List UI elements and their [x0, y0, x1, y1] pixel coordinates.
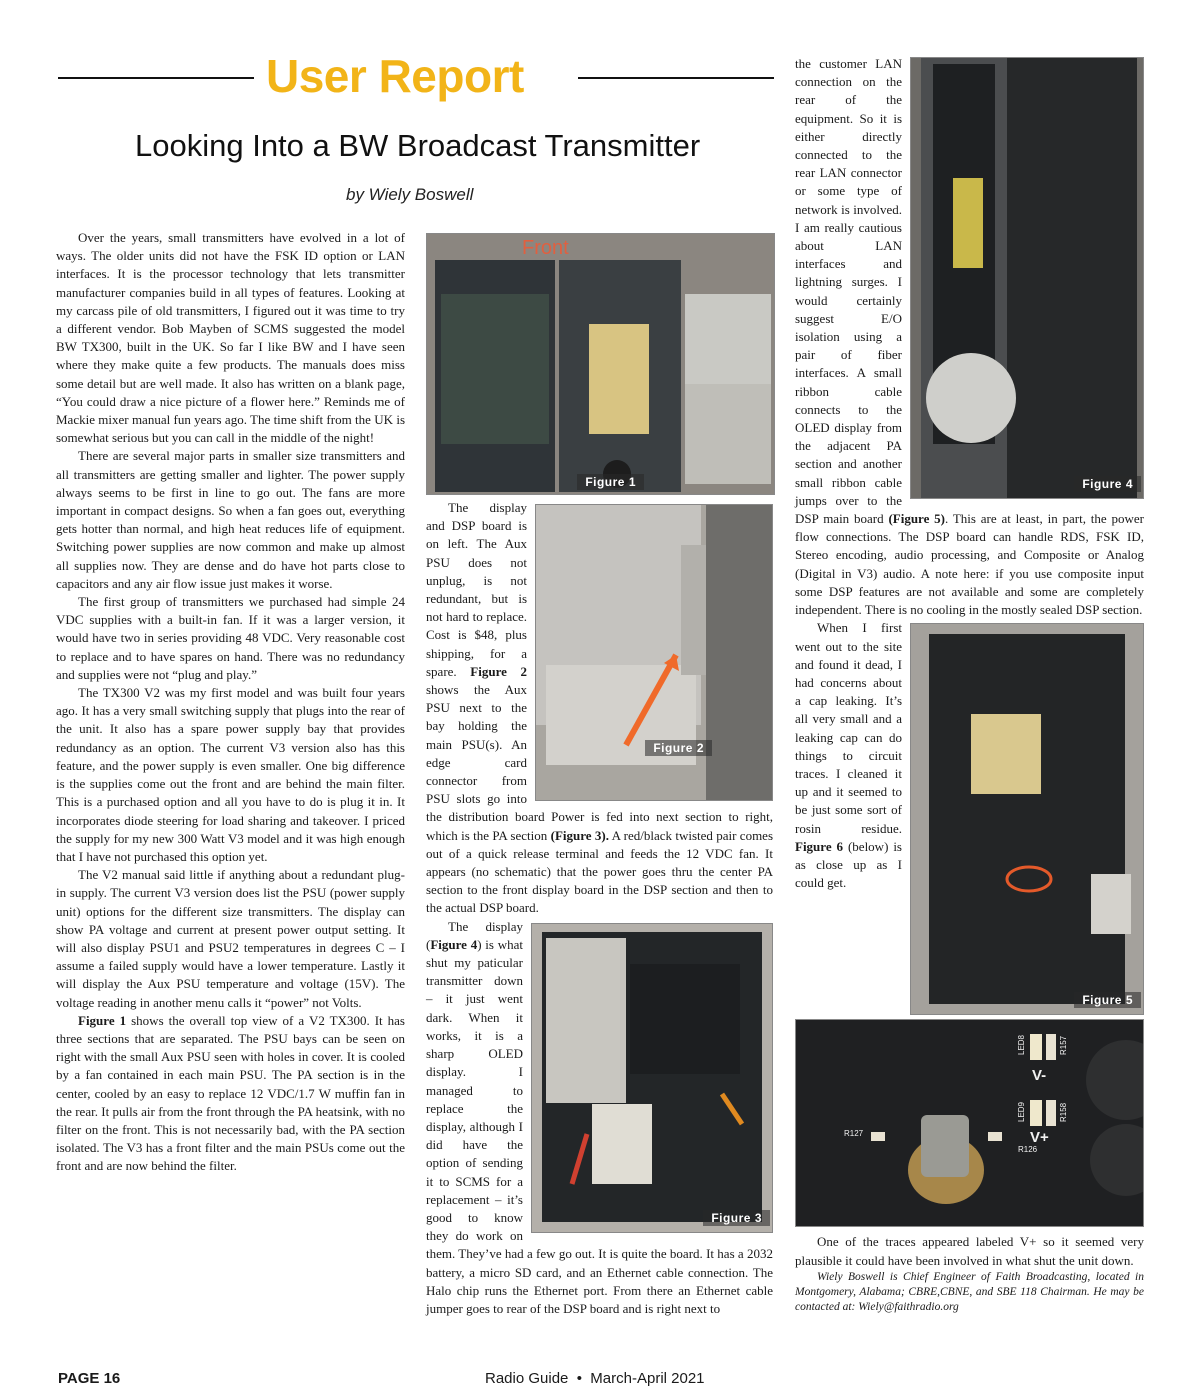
- section-title: User Report: [266, 50, 524, 102]
- figure-ref: (Figure 3).: [550, 827, 609, 843]
- paragraph-text: the customer LAN connection on the rear of the equipment. So it is either directly connected to the rear LAN connector or some type of network is involved. I am really cautious about LAN interfaces and lightning surges. I would certainly suggest E/O isolation using a pair of fiber interfaces. A small ribbon cable connects to the OLED display from the adjacent PA section and another small ribbon cable jumps over to the DSP main board: [795, 56, 902, 527]
- figure-4-label: Figure 4: [1074, 476, 1141, 492]
- paragraph-text: shows the Aux PSU next to the bay holding the main PSU(s). An edge card connector from PSU slots go into the distribution board Power is fed into next section to right, which is the PA section: [426, 682, 773, 843]
- paragraph: The TX300 V2 was my first model and was built four years ago. It has a very small switching supply that plugs into the rear of the unit. It also has a spare power supply bay that provides redundancy as an option. The current V3 version also has this feature, and the power supply is even smaller. One big difference is the supplies come out the front and are behind the main filter. This is a purchased option and all you have to do is plug it in. It incorporates diode steering for load sharing and takeover. I priced the supply for my new 300 Watt V3 model and it was high enough that I have not purchased this option yet.: [56, 685, 405, 864]
- figure-2-photo: [535, 504, 773, 801]
- paragraph: There are several major parts in smaller size transmitters and all transmitters are getting smaller and lighter. The power supply always seems to be first in line to go out. The fans are more important in compact designs. So when a fan goes out, everything gets hotter than normal, and high heat reduces life of equipment. Switching power supplies are now common and make up almost all supplies now. They are dense and do have hot parts close to capacitors and any air flow issue just makes it worse.: [56, 448, 405, 591]
- figure-ref: (Figure 5): [888, 511, 946, 527]
- silk-label: R127: [844, 1129, 864, 1139]
- figure-1-label: Figure 1: [577, 474, 644, 490]
- paragraph: One of the traces appeared labeled V+ so it seemed very plausible it could have been involved in what shut the unit down.: [795, 1234, 1144, 1268]
- figure-ref: Figure 6: [795, 838, 844, 854]
- article-title: Looking Into a BW Broadcast Transmitter: [135, 128, 701, 163]
- paragraph-text: A red/black twisted pair comes out of a quick release terminal and feeds the 12 VDC fan. It appears (no schematic) that the power goes thru the center PA section to the front display board in the DSP section and then to the actual DSP board.: [426, 827, 774, 916]
- page-number: PAGE 16: [58, 1370, 121, 1387]
- paragraph: Over the years, small transmitters have evolved in a lot of ways. The older units did not have the FSK ID option or LAN interfaces. It is the processor technology that lets transmitter manufacturer companies build in all types of features. Looking at my carcass pile of old transmitters, I figured out it was time to try a different vendor. Bob Maybеn of SCMS suggested the model BW TX300, built in the UK. So far I like BW and I have seen where they make quite a few products. The manuals does miss some detail but are well made. It also has written on a blank page, “You could draw a nice picture of a flower here.” Reminds me of Mackie mixer manual fun years ago. The time shift from the UK is somewhat serious but you can call in the middle of the night!: [56, 230, 405, 446]
- paragraph: [56, 1012, 405, 1176]
- figure-3-label: Figure 3: [703, 1210, 770, 1226]
- paragraph-text: The display (: [426, 918, 523, 952]
- silk-label: R126: [1018, 1145, 1038, 1155]
- figure-1-photo: [426, 233, 775, 495]
- transmitter-top-view-image: [427, 234, 774, 494]
- silk-label: LED9: [1017, 1102, 1026, 1123]
- column-1: [56, 229, 405, 1176]
- capacitor-closeup-image: [796, 1020, 1143, 1226]
- paragraph: The V2 manual said little if anything about a redundant plug-in supply. The current V3 version does list the PSU (power supply unit) options for the different size transmitters. The display can show PA voltage and current at present power output setting. It will also display PSU1 and PSU2 temperatures in degrees C – I assume a failed supply would have a lower temperature. Lastly it will display the Aux PSU temperature and voltage (15V). The voltage reading in another menu calls it “power” not Volts.: [56, 867, 405, 1010]
- figure-6-photo: [795, 1019, 1144, 1227]
- title-rule-right: [578, 77, 774, 79]
- paragraph-text: The display and DSP board is on left. The Aux PSU does not unplug, is not redundant, but is not hard to replace. Cost is $48, plus shipping, for a spare.: [426, 500, 527, 679]
- figure-ref: Figure 2: [470, 663, 527, 679]
- front-label: Front: [522, 237, 569, 259]
- publication-info: Radio Guide • March-April 2021: [485, 1370, 705, 1387]
- display-board-image: [911, 58, 1143, 498]
- title-rule-left: [58, 77, 254, 79]
- silk-label: V+: [1030, 1129, 1049, 1147]
- pa-section-image: [532, 924, 772, 1232]
- silk-label: R158: [1059, 1103, 1068, 1123]
- byline: by Wiely Boswell: [346, 185, 474, 204]
- figure-ref: Figure 1: [78, 1012, 127, 1028]
- author-credit: Wiely Boswell is Chief Engineer of Faith Broadcasting, located in Montgomery, Alabama; CBRE,CBNE, and SBE 118 Chairman. He may be contacted at: Wiely@faithradio.org: [795, 1270, 1144, 1313]
- paragraph-text: When I first went out to the site and found it dead, I had concerns about a cap leaking. It’s all very small and a leaking cap can do things to circuit traces. I cleaned it up and it seemed to be just some sort of rosin residue.: [795, 620, 902, 836]
- paragraph: The first group of transmitters we purchased had simple 24 VDC supplies with a built-in fan. If it was a larger version, it would have two in series providing 48 VDC. Very reasonable cost to replace and to have spares on hand. There was no redundancy and supplies were not “plug and play.”: [56, 594, 405, 682]
- figure-ref: Figure 4: [430, 936, 478, 952]
- figure-3-photo: [531, 923, 773, 1233]
- silk-label: R157: [1059, 1036, 1068, 1056]
- column-3: [795, 55, 1144, 1315]
- silk-label: V-: [1032, 1067, 1047, 1085]
- dsp-board-image: [911, 624, 1143, 1014]
- figure-5-photo: [910, 623, 1144, 1015]
- paragraph-text: shows the overall top view of a V2 TX300. It has three sections that are separated. The PSU bays can be seen on right with the small Aux PSU seen with holes in cover. It is cooled by a fan contained in each main PSU. The PA section is in the center, cooled by an easy to replace 12 VDC/1.7 W muffin fan in the rear. It pulls air from the front through the PA heatsink, with no filter on the front. This is not necessarily bad, with the PA section isolated. The V3 has a front filter and the main PSUs come out the front and are now behind the filter.: [56, 1012, 405, 1174]
- column-2: [426, 499, 773, 1318]
- paragraph-text: (below) is as close up as I could get.: [795, 838, 902, 891]
- figure-2-label: Figure 2: [645, 740, 712, 756]
- paragraph-text: . This are at least, in part, the power flow connections. The DSP board can handle RDS, FSK ID, Stereo encoding, audio processing, and Composite or Analog (Digital in V3) audio. A note here: if you use composite input some DSP features are not available and some are completely independent. There is no cooling in the mostly sealed DSP section.: [795, 511, 1144, 618]
- figure-4-photo: [910, 57, 1144, 499]
- paragraph-text: ) is what shut my paticular transmitter down – it just went dark. When it works, it is a sharp OLED display. I managed to replace the display, although I did have the option of sending it to SCMS for a replacement – it’s good to know they do work on them. They’ve had a few go out. It is quite the board. It has a 2032 battery, a micro SD card, and an Ethernet cable connection. The Halo chip runs the Ethernet port. From there an Ethernet cable jumper goes to rear of the DSP board and is right next to: [426, 936, 773, 1316]
- silk-label: LED8: [1017, 1035, 1026, 1056]
- figure-5-label: Figure 5: [1074, 992, 1141, 1008]
